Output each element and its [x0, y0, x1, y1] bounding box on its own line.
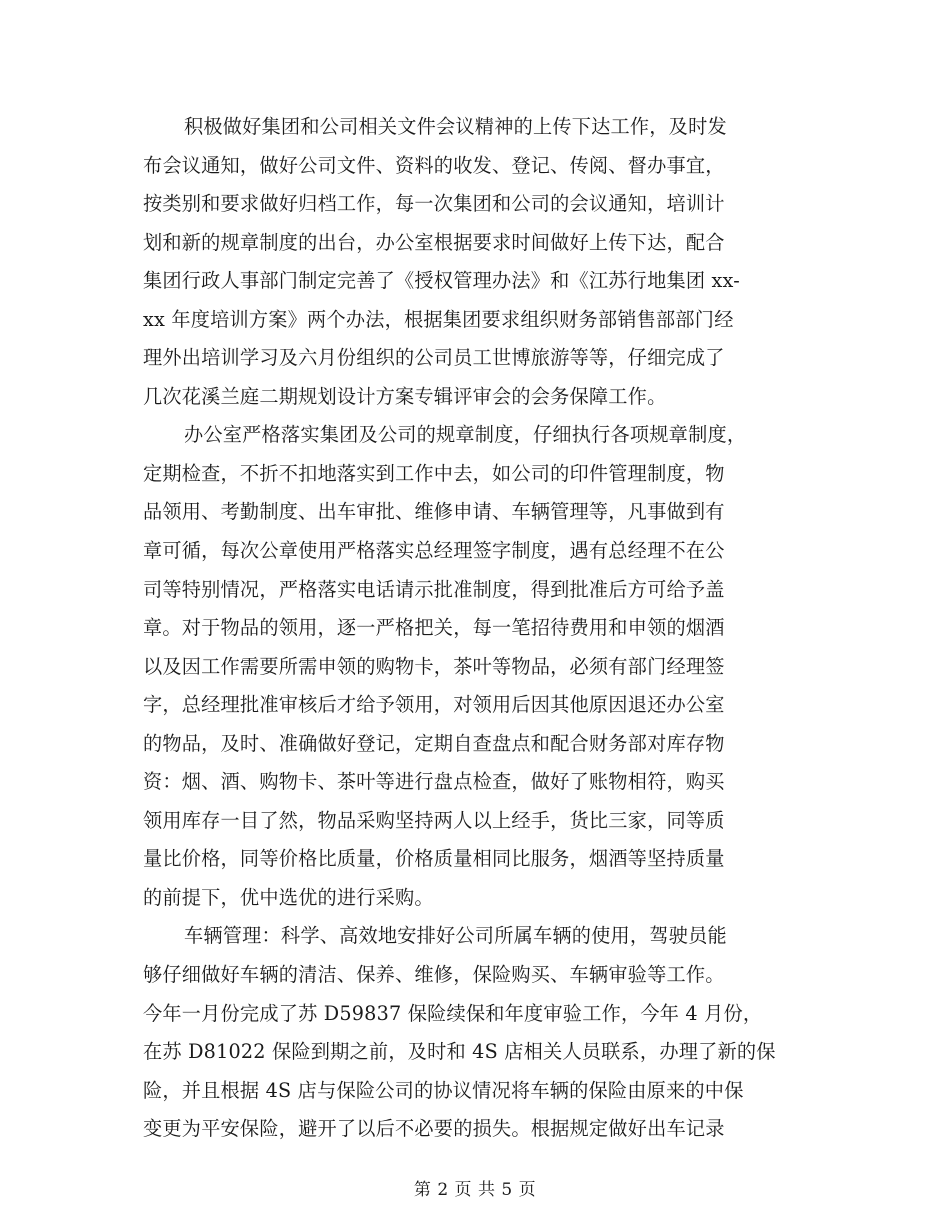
paragraph-2-line-9: 的物品，及时、准确做好登记，定期自查盘点和配合财务部对库存物	[143, 731, 725, 755]
paragraph-2-line-1: 办公室严格落实集团及公司的规章制度，仔细执行各项规章制度，	[184, 423, 747, 447]
paragraph-1-line-5: 集团行政人事部门制定完善了《授权管理办法》和《江苏行地集团 xx-	[143, 269, 740, 293]
paragraph-2-line-6: 章。对于物品的领用，逐一严格把关，每一笔招待费用和申领的烟酒	[143, 616, 725, 640]
paragraph-2-line-3: 品领用、考勤制度、出车审批、维修申请、车辆管理等，凡事做到有	[143, 500, 725, 524]
paragraph-1-line-2: 布会议通知，做好公司文件、资料的收发、登记、传阅、督办事宜，	[143, 153, 725, 177]
paragraph-3-line-3: 今年一月份完成了苏 D59837 保险续保和年度审验工作，今年 4 月份，	[143, 1001, 763, 1025]
paragraph-1-line-8: 几次花溪兰庭二期规划设计方案专辑评审会的会务保障工作。	[143, 384, 667, 408]
paragraph-3-line-2: 够仔细做好车辆的清洁、保养、维修，保险购买、车辆审验等工作。	[143, 963, 725, 987]
paragraph-2-line-5: 司等特别情况，严格落实电话请示批准制度，得到批准后方可给予盖	[143, 577, 725, 601]
paragraph-2-line-8: 字，总经理批准审核后才给予领用，对领用后因其他原因退还办公室	[143, 693, 725, 717]
paragraph-2-line-13: 的前提下，优中选优的进行采购。	[143, 885, 434, 909]
paragraph-2-line-7: 以及因工作需要所需申领的购物卡，茶叶等物品，必须有部门经理签	[143, 654, 725, 678]
page-number-footer: 第 2 页 共 5 页	[413, 1180, 537, 1200]
paragraph-3-line-6: 变更为平安保险，避开了以后不必要的损失。根据规定做好出车记录	[143, 1117, 725, 1141]
paragraph-1-line-1: 积极做好集团和公司相关文件会议精神的上传下达工作，及时发	[184, 115, 727, 138]
paragraph-2-line-11: 领用库存一目了然，物品采购坚持两人以上经手，货比三家，同等质	[143, 808, 725, 832]
paragraph-2-line-2: 定期检查，不折不扣地落实到工作中去，如公司的印件管理制度，物	[143, 461, 725, 485]
paragraph-2-line-12: 量比价格，同等价格比质量，价格质量相同比服务，烟酒等坚持质量	[143, 847, 725, 871]
body-text	[143, 108, 808, 1149]
paragraph-1-line-3: 按类别和要求做好归档工作，每一次集团和公司的会议通知，培训计	[143, 192, 725, 216]
paragraph-1-line-7: 理外出培训学习及六月份组织的公司员工世博旅游等等，仔细完成了	[143, 346, 725, 370]
paragraph-1-line-6: xx 年度培训方案》两个办法，根据集团要求组织财务部销售部部门经	[143, 307, 734, 331]
paragraph-2-line-4: 章可循，每次公章使用严格落实总经理签字制度，遇有总经理不在公	[143, 539, 725, 563]
paragraph-3-line-5: 险，并且根据 4S 店与保险公司的协议情况将车辆的保险由原来的中保	[143, 1078, 744, 1102]
paragraph-3-line-1: 车辆管理：科学、高效地安排好公司所属车辆的使用，驾驶员能	[184, 924, 727, 948]
paragraph-3-line-4: 在苏 D81022 保险到期之前，及时和 4S 店相关人员联系，办理了新的保	[143, 1040, 776, 1064]
paragraph-1-line-4: 划和新的规章制度的出台，办公室根据要求时间做好上传下达，配合	[143, 230, 725, 254]
paragraph-2-line-10: 资：烟、酒、购物卡、茶叶等进行盘点检查，做好了账物相符，购买	[143, 770, 725, 794]
